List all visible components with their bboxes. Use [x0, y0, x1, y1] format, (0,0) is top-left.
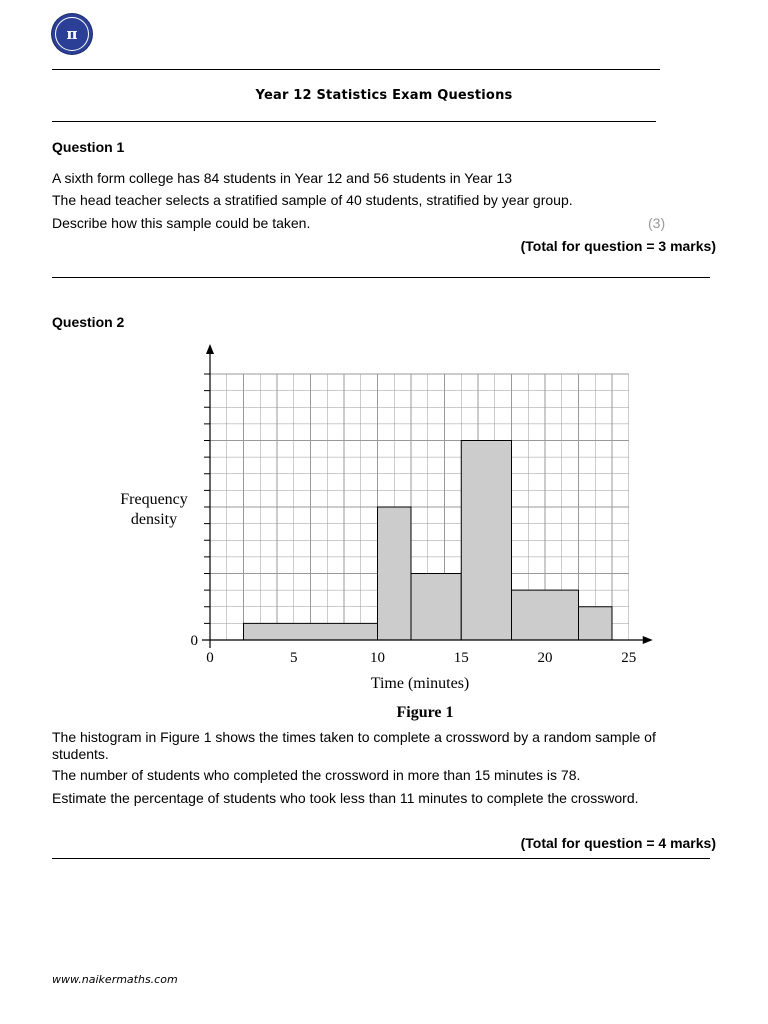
question-1-rule	[52, 277, 710, 278]
naikermaths-logo	[52, 14, 92, 54]
footer-url: www.naikermaths.com	[52, 973, 178, 986]
histogram-bar	[512, 590, 579, 640]
histogram-bar	[579, 607, 613, 640]
figure-caption: Figure 1	[396, 704, 454, 721]
histogram-bar	[378, 507, 412, 640]
x-tick-label: 5	[290, 650, 298, 666]
top-rule	[52, 69, 660, 70]
x-axis-label: Time (minutes)	[370, 675, 470, 692]
question-2-total: (Total for question = 4 marks)	[520, 835, 716, 851]
question-1-heading: Question 1	[52, 139, 125, 155]
x-axis-arrow-icon	[643, 636, 653, 644]
histogram-bar	[461, 441, 511, 641]
question-1-marks: (3)	[648, 215, 666, 231]
title-rule	[52, 121, 656, 122]
x-tick-label: 15	[453, 650, 469, 666]
histogram-bar	[411, 574, 461, 641]
y-axis-label-line-1: Frequency	[120, 491, 188, 508]
question-1-line-1: A sixth form college has 84 students in Year 12 and 56 students in Year 13	[52, 170, 512, 186]
pi-icon: π	[66, 25, 78, 43]
x-tick-label: 10	[370, 650, 385, 666]
question-2-paragraph-1: The histogram in Figure 1 shows the times taken to complete a crossword by a random sample of students.	[52, 729, 656, 762]
question-1-line-3: Describe how this sample could be taken.	[52, 215, 311, 231]
y-tick-label: 0	[190, 633, 198, 649]
y-axis-arrow-icon	[206, 344, 214, 354]
question-2-rule	[52, 858, 710, 859]
histogram-bar	[244, 623, 378, 640]
question-2-paragraph-2: The number of students who completed the crossword in more than 15 minutes is 78.	[52, 767, 581, 783]
question-1-line-2: The head teacher selects a stratified sample of 40 students, stratified by year group.	[52, 192, 573, 208]
y-axis-label-line-2: density	[130, 511, 178, 528]
question-1-total: (Total for question = 3 marks)	[520, 238, 716, 254]
x-tick-label: 25	[621, 650, 637, 666]
question-2-paragraph-3: Estimate the percentage of students who took less than 11 minutes to complete the crossword.	[52, 790, 639, 806]
page-title: Year 12 Statistics Exam Questions	[255, 88, 513, 103]
x-tick-label: 20	[537, 650, 553, 666]
question-2-heading: Question 2	[52, 314, 125, 330]
x-tick-label: 0	[206, 650, 214, 666]
histogram-figure	[0, 340, 768, 700]
